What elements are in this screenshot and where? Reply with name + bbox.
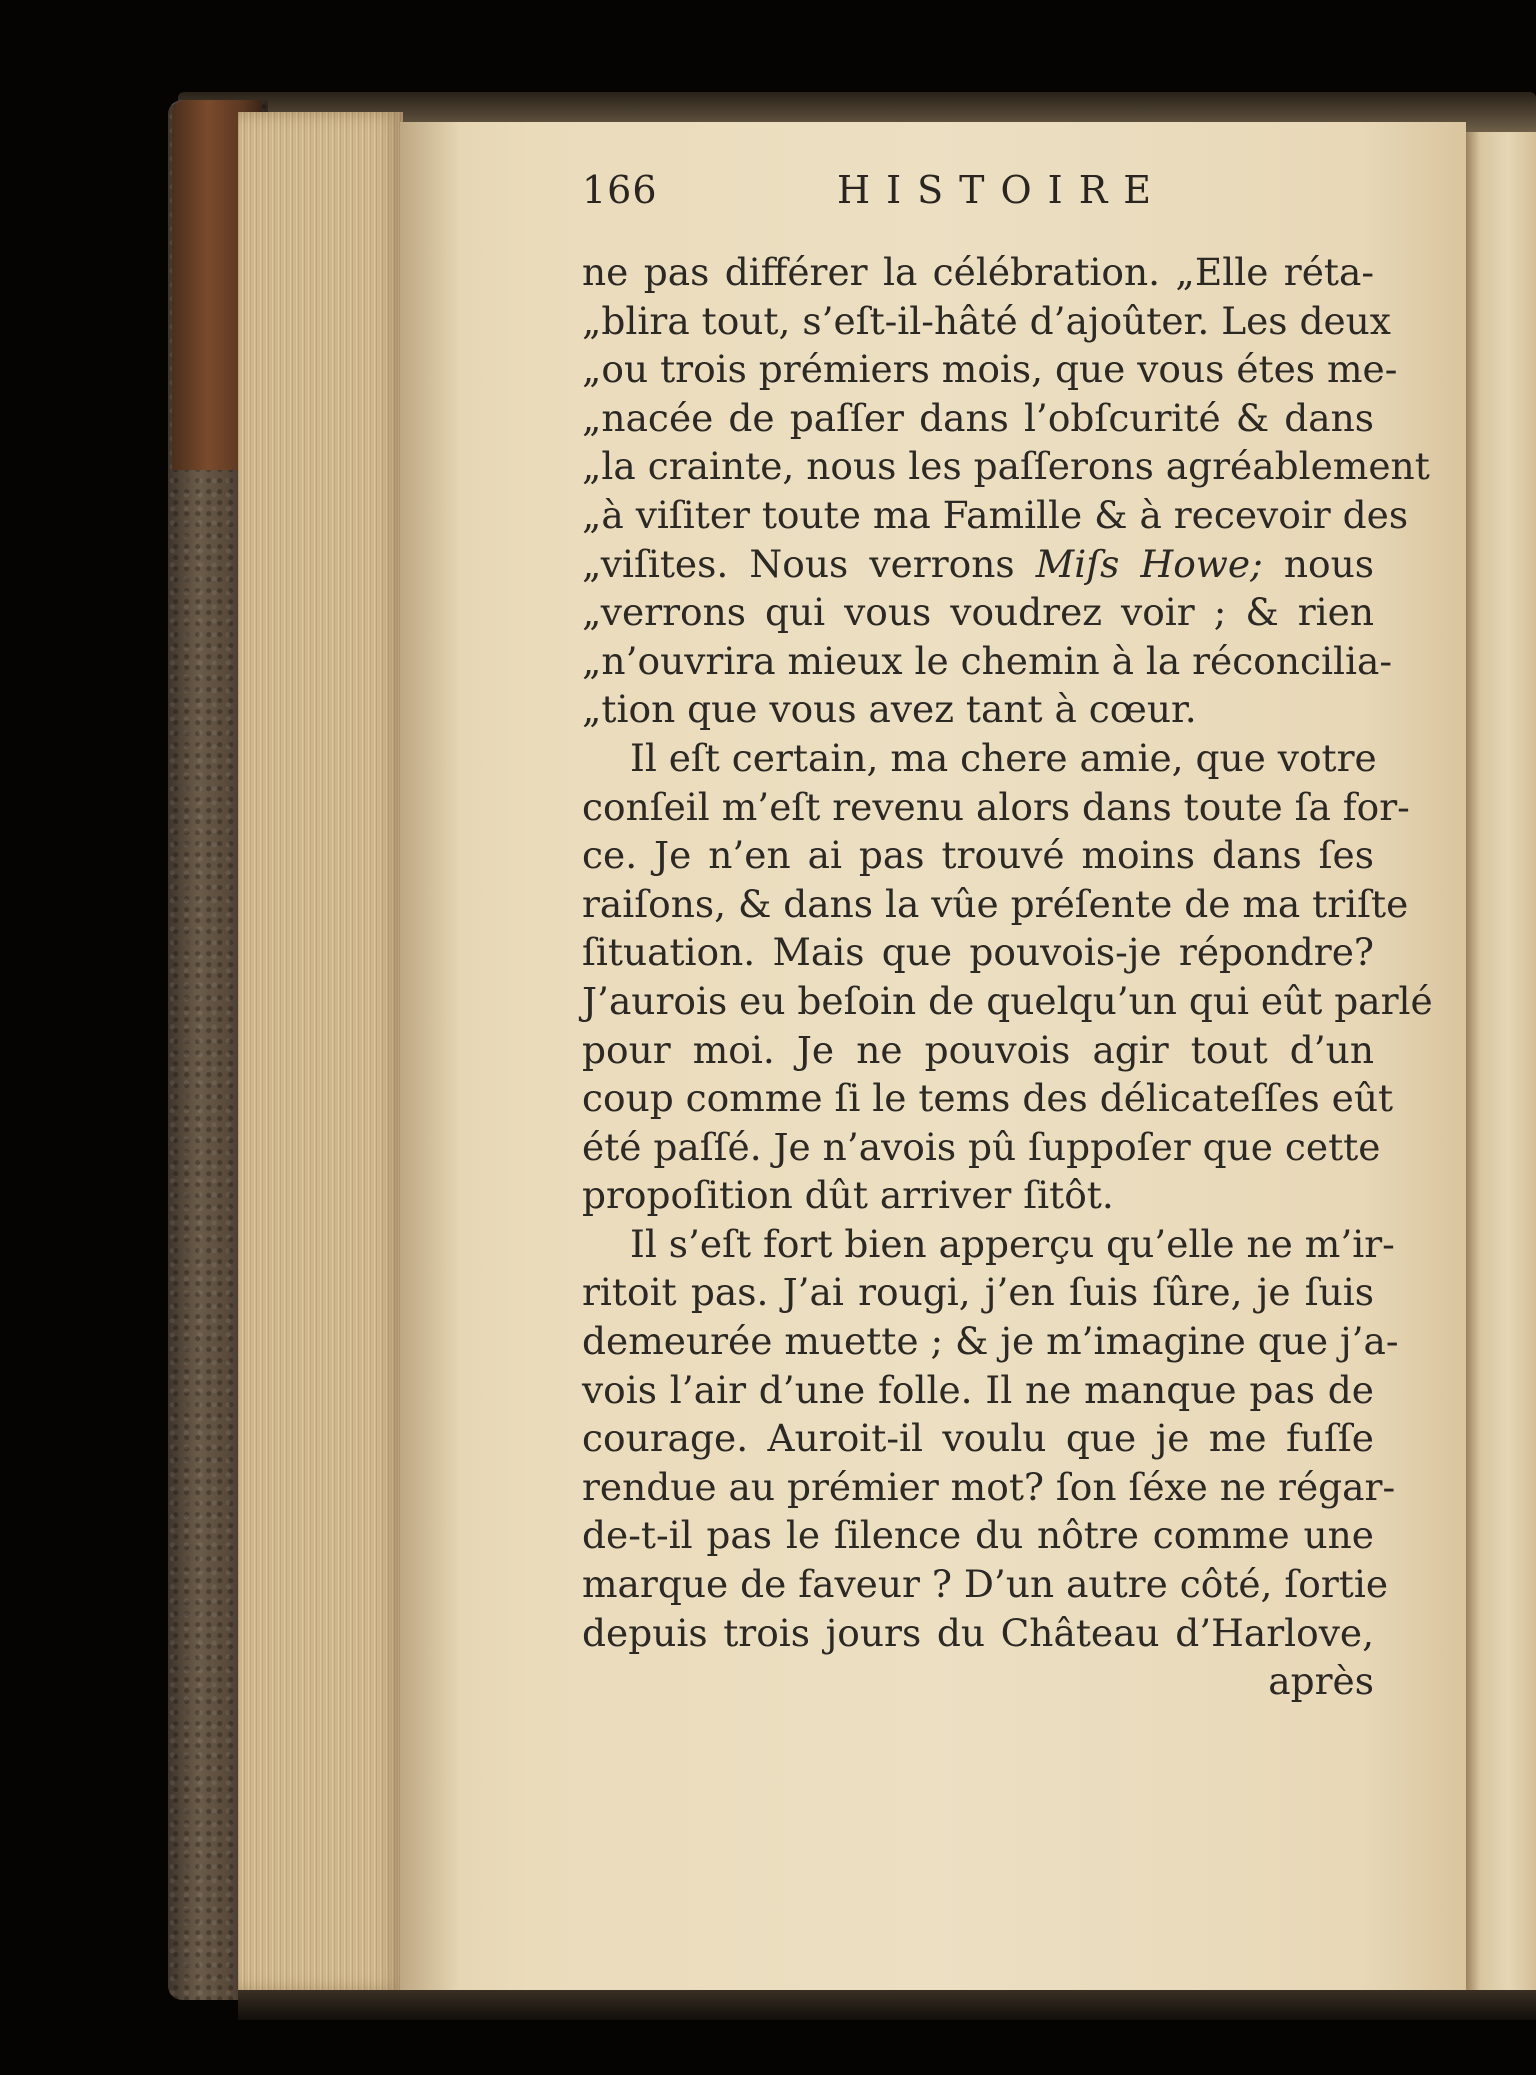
page-number: 166 [582, 168, 658, 212]
gutter-shadow [400, 122, 460, 1992]
text-line [582, 1366, 1374, 1415]
text-line-content: „ou trois prémiers mois, que vous étes me- [582, 347, 1398, 392]
text-line-content: rendue au prémier mot? ſon ſéxe ne régar- [582, 1464, 1396, 1509]
text-line [582, 1511, 1374, 1560]
facing-page-edge [1466, 132, 1536, 1992]
text-line [582, 783, 1410, 832]
page-header [582, 168, 1382, 228]
catchword: après [1268, 1659, 1374, 1704]
italic-name: Miſs Howe; [1035, 541, 1263, 586]
text-line [582, 977, 1433, 1026]
text-line [582, 345, 1398, 394]
text-line [582, 588, 1374, 637]
text-line [582, 1414, 1374, 1463]
page-edges [238, 112, 403, 1992]
text-line-tail: nous [1283, 541, 1375, 586]
text-line-content: „tion que vous avez tant à cœur. [582, 687, 1197, 732]
text-line-content: de-t-il pas le ſilence du nôtre comme une [582, 1513, 1374, 1558]
text-line [582, 1463, 1396, 1512]
text-line-content: vois l’air d’une folle. Il ne manque pas de [582, 1367, 1374, 1412]
text-line [582, 734, 1377, 783]
text-line [582, 880, 1409, 929]
text-line-content: courage. Auroit-il voulu que je me fuſſe [582, 1416, 1374, 1461]
text-line-content: raiſons, & dans la vûe préſente de ma triſte [582, 881, 1409, 926]
text-line [582, 1220, 1395, 1269]
text-line [582, 831, 1374, 880]
text-line [582, 685, 1374, 734]
text-line-content: „verrons qui vous voudrez voir ; & rien [582, 590, 1374, 635]
text-line [582, 540, 1374, 589]
text-line-content: ritoit pas. J’ai rougi, j’en ſuis ſûre, je ſuis [582, 1270, 1374, 1315]
text-line-content: été paſſé. Je n’avois pû ſuppoſer que cette [582, 1124, 1381, 1169]
text-line [582, 1560, 1389, 1609]
text-line-content: „nacée de paſſer dans l’obſcurité & dans [582, 395, 1374, 440]
text-line-content: Il eſt certain, ma chere amie, que votre [630, 735, 1377, 780]
text-line-content: conſeil m’eſt revenu alors dans toute ſa for- [582, 784, 1410, 829]
text-line-content: „la crainte, nous les paſſerons agréablement [582, 444, 1430, 489]
text-line-content: J’aurois eu beſoin de quelqu’un qui eût parlé [582, 978, 1433, 1023]
text-line [582, 1074, 1394, 1123]
text-line-content: „à viſiter toute ma Famille & à recevoir des [582, 492, 1409, 537]
text-line [582, 1123, 1381, 1172]
text-line-content: propoſition dût arriver ſitôt. [582, 1173, 1114, 1218]
text-line [582, 1609, 1374, 1658]
text-line-content: ſituation. Mais que pouvois-je répondre? [582, 930, 1374, 975]
text-line [582, 248, 1374, 297]
text-line-content: ne pas différer la célébration. „Elle réta- [582, 250, 1374, 294]
text-line-content: depuis trois jours du Château d’Harlove, [582, 1610, 1374, 1655]
body-text [582, 248, 1433, 1706]
text-line [582, 491, 1409, 540]
text-line [582, 1026, 1374, 1075]
text-line [582, 1317, 1399, 1366]
bottom-board [238, 1990, 1536, 2020]
text-line [582, 637, 1392, 686]
text-line-content: marque de faveur ? D’un autre côté, ſortie [582, 1562, 1389, 1607]
text-line-content: pour moi. Je ne pouvois agir tout d’un [582, 1027, 1374, 1072]
text-line [582, 1171, 1374, 1220]
text-line [582, 297, 1391, 346]
text-line [582, 442, 1430, 491]
text-line-content: ce. Je n’en ai pas trouvé moins dans ſes [582, 833, 1374, 878]
text-line-content: demeurée muette ; & je m’imagine que j’a- [582, 1319, 1399, 1364]
text-line [582, 394, 1374, 443]
running-title: HISTOIRE [837, 168, 1168, 212]
text-line-content: coup comme ſi le tems des délicateſſes eût [582, 1076, 1394, 1121]
text-line-content: „n’ouvrira mieux le chemin à la réconcilia- [582, 638, 1392, 683]
text-line-content: „viſites. Nous verrons [582, 541, 1015, 586]
text-line [582, 1268, 1374, 1317]
text-line [582, 928, 1374, 977]
text-line-content: Il s’eſt fort bien apperçu qu’elle ne m’ir- [630, 1221, 1395, 1266]
text-line-content: „blira tout, s’eſt-il-hâté d’ajoûter. Les deux [582, 298, 1391, 343]
